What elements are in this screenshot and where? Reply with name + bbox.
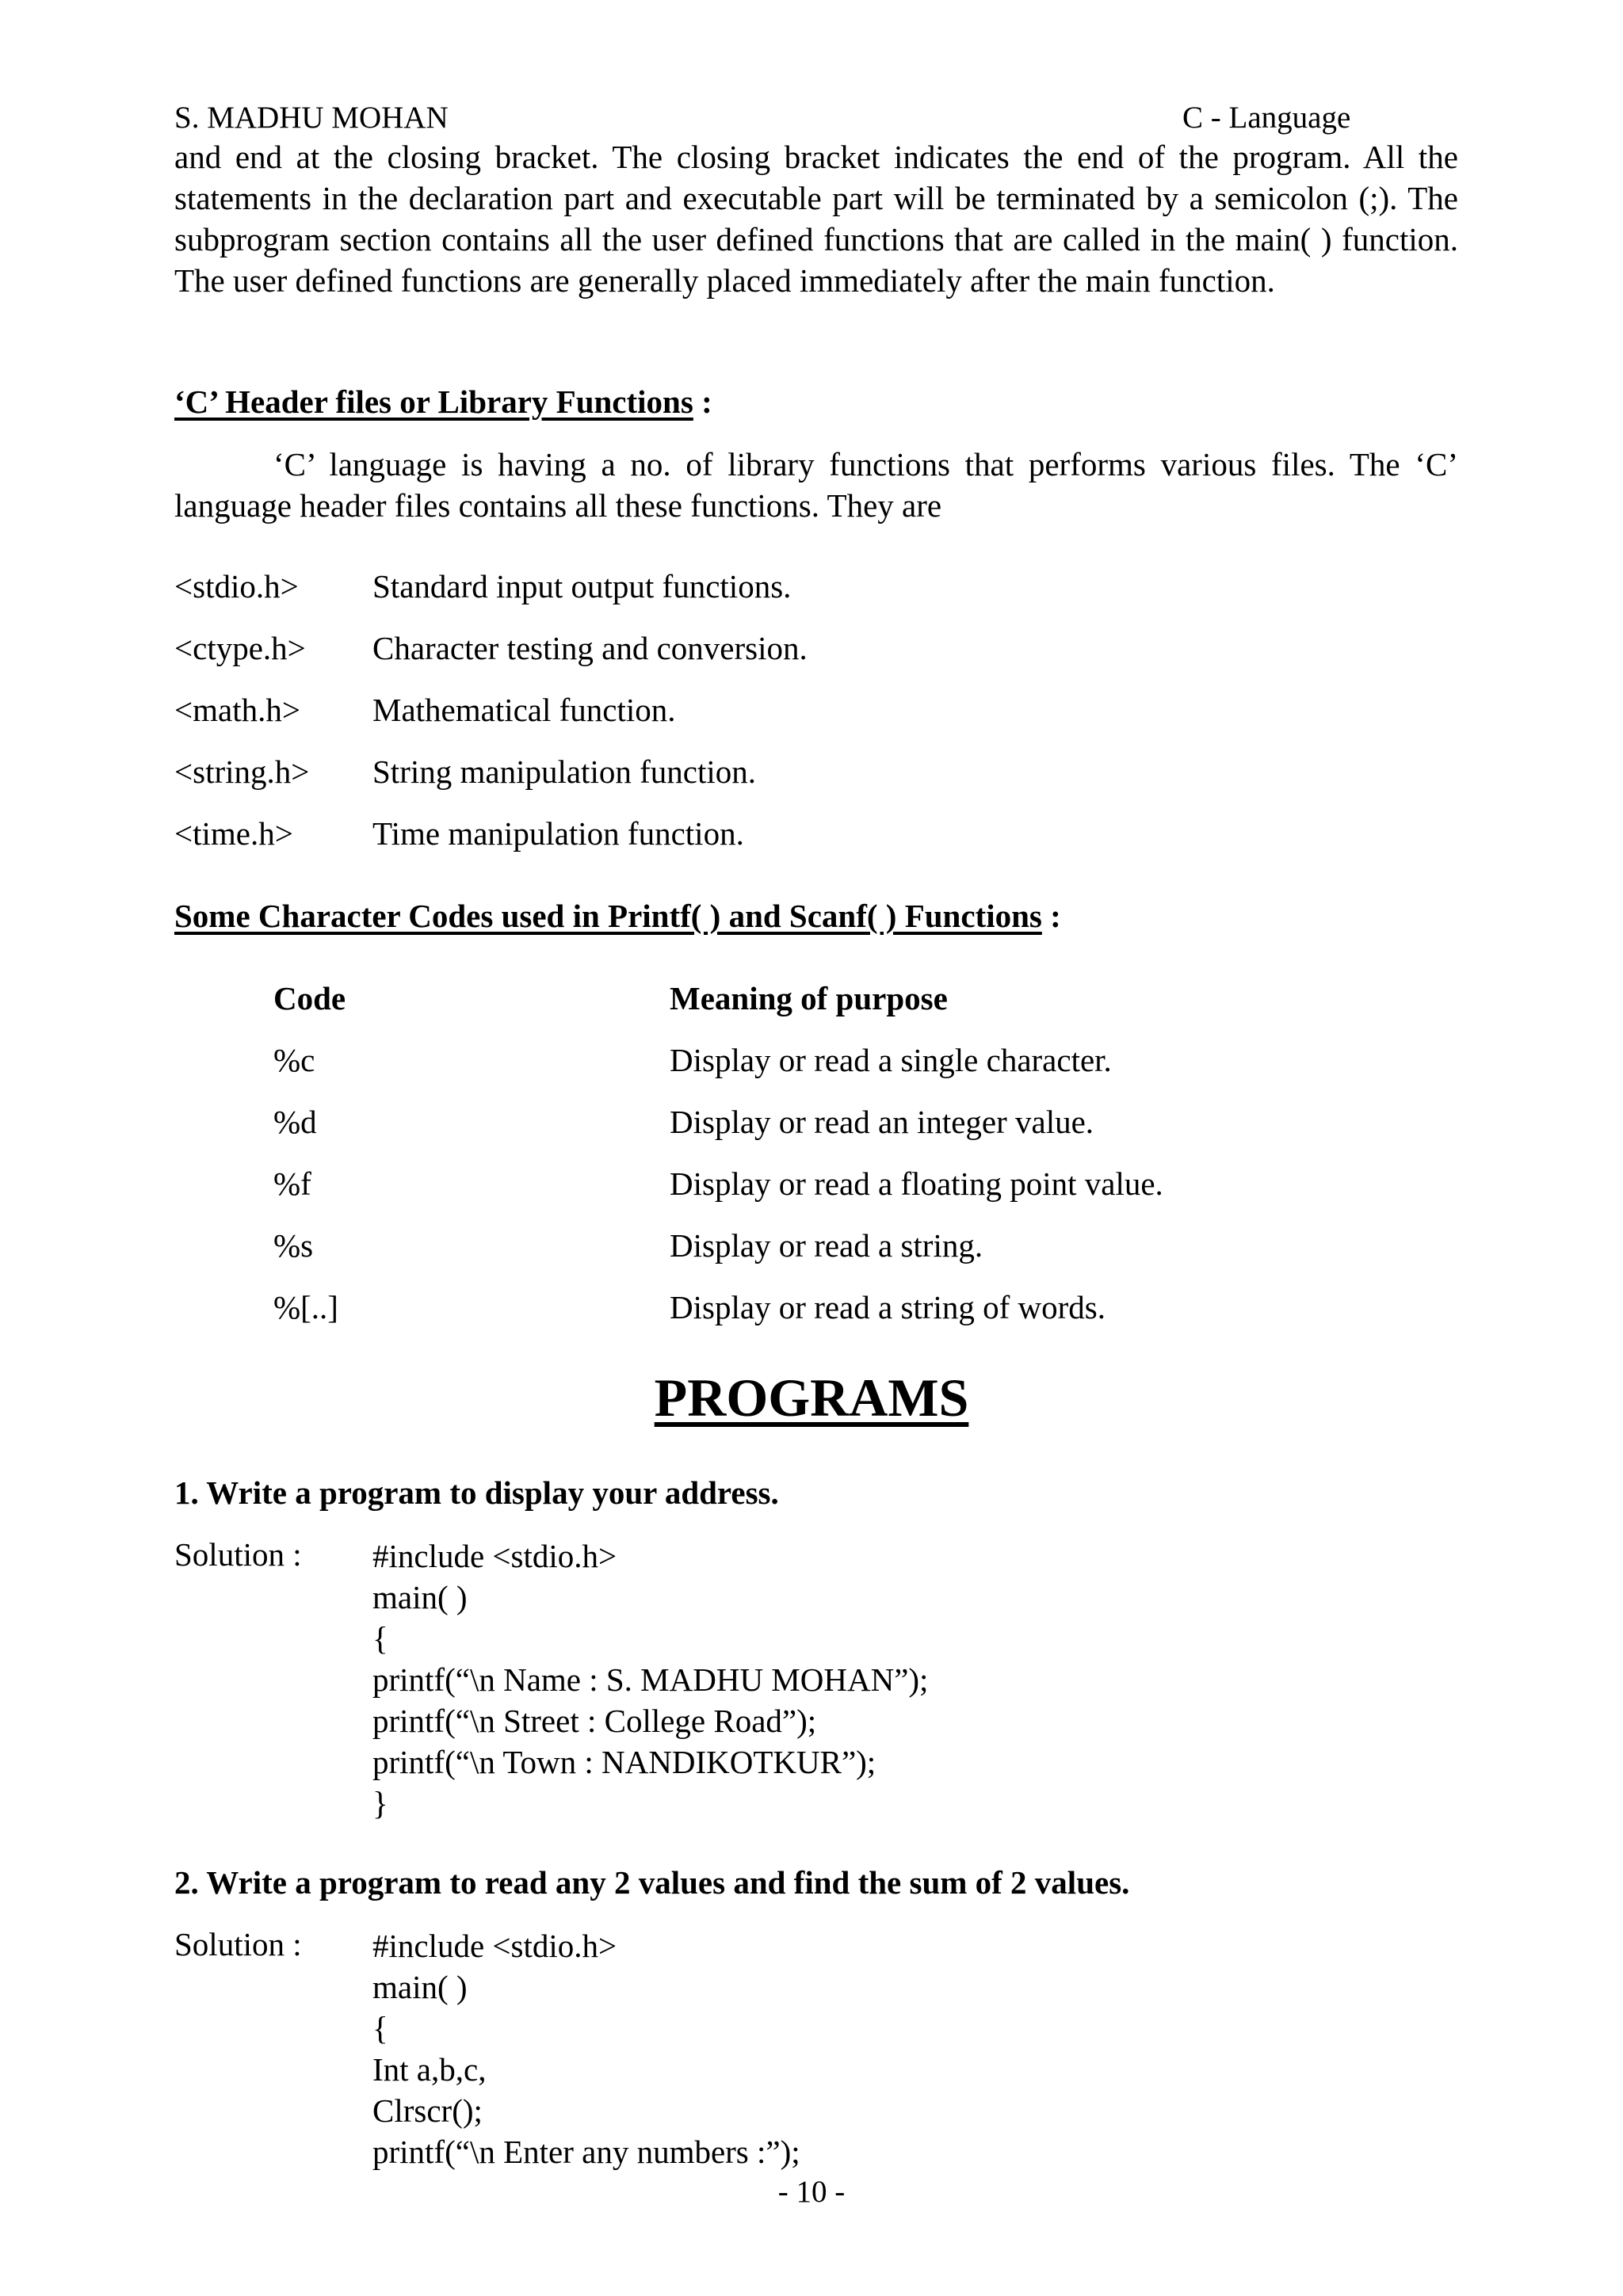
code-line: } xyxy=(372,1785,388,1821)
page-number: - 10 - xyxy=(777,2175,846,2209)
table-cell-meaning: Display or read a string. xyxy=(670,1227,983,1264)
intro-paragraph: and end at the closing bracket. The closing bracket indicates the end of the program. All the statements in the declaration part and executable part will be terminated by a semicolon (;). The subprogram section contains all the user defined functions that are called in the main( ) function. The user defined functions are generally placed immediately after the main function. xyxy=(174,139,1458,299)
table-header-meaning: Meaning of purpose xyxy=(670,980,948,1016)
header-file-name: <math.h> xyxy=(174,692,300,728)
table-cell-meaning: Display or read a single character. xyxy=(670,1042,1112,1078)
code-line: printf(“\n Street : College Road”); xyxy=(372,1703,817,1739)
header-files-paragraph: ‘C’ language is having a no. of library functions that performs various files. The ‘C’ language header files contains all these functions. They are xyxy=(174,446,1458,524)
program-1-code xyxy=(372,1535,928,1824)
table-cell-code: %s xyxy=(273,1227,314,1264)
running-header-author: S. MADHU MOHAN xyxy=(174,101,449,135)
code-line: printf(“\n Name : S. MADHU MOHAN”); xyxy=(372,1661,929,1698)
header-file-name: <ctype.h> xyxy=(174,630,306,666)
code-line: { xyxy=(372,1620,388,1657)
char-codes-heading xyxy=(174,897,1061,935)
header-file-desc: Character testing and conversion. xyxy=(372,630,808,666)
table-cell-code: %c xyxy=(273,1042,315,1078)
programs-title: PROGRAMS xyxy=(654,1367,969,1428)
code-line: Clrscr(); xyxy=(372,2092,483,2129)
program-2-question: 2. Write a program to read any 2 values and find the sum of 2 values. xyxy=(174,1864,1130,1901)
code-line: Int a,b,c, xyxy=(372,2051,487,2088)
header-file-name: <time.h> xyxy=(174,815,293,852)
char-codes-heading-text: Some Character Codes used in Printf( ) and Scanf( ) Functions xyxy=(174,898,1042,934)
code-line: main( ) xyxy=(372,1579,468,1615)
code-line: #include <stdio.h> xyxy=(372,1928,617,1964)
running-header-subject: C - Language xyxy=(1182,101,1351,135)
header-file-desc: Standard input output functions. xyxy=(372,568,792,605)
header-file-name: <string.h> xyxy=(174,753,310,790)
program-2-solution-label: Solution : xyxy=(174,1926,302,1962)
table-cell-code: %[..] xyxy=(273,1289,338,1325)
header-files-heading-text: ‘C’ Header files or Library Functions xyxy=(174,383,693,420)
code-line: main( ) xyxy=(372,1969,468,2005)
code-line: printf(“\n Enter any numbers :”); xyxy=(372,2134,800,2170)
program-1-solution-label: Solution : xyxy=(174,1536,302,1573)
code-line: { xyxy=(372,2010,388,2046)
table-cell-meaning: Display or read an integer value. xyxy=(670,1104,1094,1140)
header-file-desc: Time manipulation function. xyxy=(372,815,744,852)
header-files-heading-colon: : xyxy=(693,383,712,420)
code-line: #include <stdio.h> xyxy=(372,1538,617,1574)
table-cell-meaning: Display or read a floating point value. xyxy=(670,1165,1163,1202)
header-files-heading xyxy=(174,383,712,421)
table-cell-code: %d xyxy=(273,1104,317,1140)
table-header-code: Code xyxy=(273,980,346,1016)
char-codes-heading-colon: : xyxy=(1041,898,1061,934)
program-1-question: 1. Write a program to display your address. xyxy=(174,1474,779,1511)
program-2-code xyxy=(372,1925,800,2172)
header-file-desc: String manipulation function. xyxy=(372,753,756,790)
header-file-desc: Mathematical function. xyxy=(372,692,676,728)
table-cell-meaning: Display or read a string of words. xyxy=(670,1289,1106,1325)
code-line: printf(“\n Town : NANDIKOTKUR”); xyxy=(372,1744,876,1780)
table-cell-code: %f xyxy=(273,1165,311,1202)
header-file-name: <stdio.h> xyxy=(174,568,299,605)
